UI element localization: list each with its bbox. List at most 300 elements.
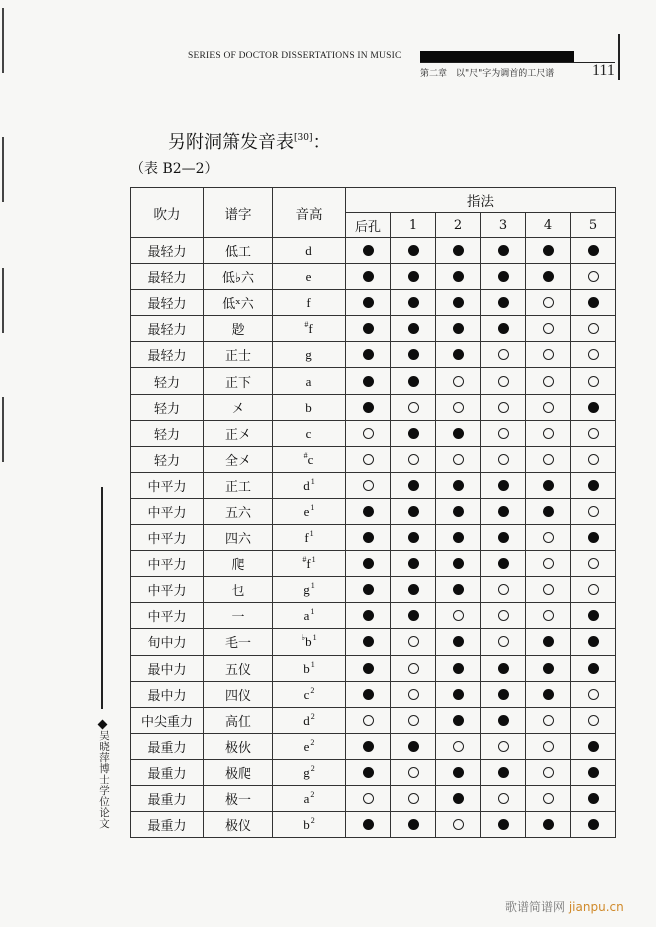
filled-circle-icon bbox=[408, 271, 419, 282]
cell-hole bbox=[346, 655, 391, 681]
cell-pitch bbox=[273, 420, 346, 446]
filled-circle-icon bbox=[588, 402, 599, 413]
cell-hole bbox=[481, 290, 526, 316]
filled-circle-icon bbox=[498, 663, 509, 674]
cell-hole bbox=[526, 394, 571, 420]
pitch-octave: 2 bbox=[310, 790, 315, 800]
cell-hole bbox=[391, 733, 436, 759]
filled-circle-icon bbox=[453, 689, 464, 700]
open-circle-icon bbox=[498, 428, 509, 439]
filled-circle-icon bbox=[588, 636, 599, 647]
cell-hole bbox=[346, 603, 391, 629]
cell-hole bbox=[391, 525, 436, 551]
filled-circle-icon bbox=[543, 689, 554, 700]
cell-hole bbox=[346, 785, 391, 811]
filled-circle-icon bbox=[408, 610, 419, 621]
pitch-octave: 2 bbox=[310, 816, 315, 826]
cell-hole bbox=[481, 446, 526, 472]
pitch-note: d bbox=[303, 712, 310, 728]
open-circle-icon bbox=[498, 584, 509, 595]
cell-hole bbox=[436, 655, 481, 681]
pitch-note: f bbox=[306, 556, 311, 572]
pitch-octave: 1 bbox=[310, 607, 315, 617]
cell-pitch bbox=[273, 603, 346, 629]
open-circle-icon bbox=[453, 741, 464, 752]
cell-hole bbox=[571, 603, 616, 629]
cell-hole bbox=[346, 812, 391, 838]
cell-hole bbox=[436, 629, 481, 655]
cell-hole bbox=[481, 368, 526, 394]
cell-hole bbox=[526, 316, 571, 342]
cell-hole bbox=[571, 394, 616, 420]
cell-hole bbox=[481, 238, 526, 264]
cell-notation: 正士 bbox=[204, 342, 273, 368]
open-circle-icon bbox=[363, 428, 374, 439]
cell-hole bbox=[481, 812, 526, 838]
cell-hole bbox=[526, 707, 571, 733]
open-circle-icon bbox=[408, 636, 419, 647]
open-circle-icon bbox=[543, 402, 554, 413]
open-circle-icon bbox=[543, 610, 554, 621]
open-circle-icon bbox=[543, 454, 554, 465]
cell-notation: 一 bbox=[204, 603, 273, 629]
cell-pitch bbox=[273, 472, 346, 498]
table-row bbox=[131, 812, 616, 838]
cell-hole bbox=[571, 342, 616, 368]
cell-hole bbox=[526, 681, 571, 707]
table-row bbox=[131, 420, 616, 446]
cell-notation: 四仪 bbox=[204, 681, 273, 707]
cell-notation: 五仪 bbox=[204, 655, 273, 681]
filled-circle-icon bbox=[498, 767, 509, 778]
open-circle-icon bbox=[363, 454, 374, 465]
cell-pitch bbox=[273, 290, 346, 316]
filled-circle-icon bbox=[543, 819, 554, 830]
cell-breath: 中平力 bbox=[131, 577, 204, 603]
scan-edge-line bbox=[2, 8, 4, 73]
table-row bbox=[131, 394, 616, 420]
filled-circle-icon bbox=[408, 297, 419, 308]
cell-hole bbox=[436, 498, 481, 524]
filled-circle-icon bbox=[363, 271, 374, 282]
cell-hole bbox=[436, 264, 481, 290]
cell-hole bbox=[571, 707, 616, 733]
cell-breath: 中平力 bbox=[131, 551, 204, 577]
cell-hole bbox=[526, 812, 571, 838]
filled-circle-icon bbox=[498, 323, 509, 334]
open-circle-icon bbox=[408, 663, 419, 674]
header-notation: 谱字 bbox=[204, 188, 273, 238]
filled-circle-icon bbox=[363, 610, 374, 621]
table-row bbox=[131, 498, 616, 524]
cell-hole bbox=[481, 759, 526, 785]
cell-hole bbox=[481, 629, 526, 655]
filled-circle-icon bbox=[408, 245, 419, 256]
filled-circle-icon bbox=[498, 480, 509, 491]
cell-hole bbox=[481, 498, 526, 524]
cell-hole bbox=[571, 551, 616, 577]
pitch-octave: 1 bbox=[309, 529, 314, 539]
filled-circle-icon bbox=[408, 349, 419, 360]
filled-circle-icon bbox=[543, 245, 554, 256]
cell-pitch bbox=[273, 629, 346, 655]
pitch-octave: 1 bbox=[310, 659, 315, 669]
table-row bbox=[131, 290, 616, 316]
filled-circle-icon bbox=[408, 532, 419, 543]
header-hole-4: 4 bbox=[526, 213, 571, 238]
fingering-table-body bbox=[131, 238, 616, 838]
open-circle-icon bbox=[453, 402, 464, 413]
cell-notation: 毛一 bbox=[204, 629, 273, 655]
cell-hole bbox=[571, 525, 616, 551]
cell-breath: 最轻力 bbox=[131, 290, 204, 316]
filled-circle-icon bbox=[363, 819, 374, 830]
pitch-octave: 1 bbox=[311, 555, 316, 565]
cell-hole bbox=[346, 394, 391, 420]
cell-hole bbox=[526, 655, 571, 681]
open-circle-icon bbox=[588, 715, 599, 726]
filled-circle-icon bbox=[498, 715, 509, 726]
cell-hole bbox=[391, 655, 436, 681]
open-circle-icon bbox=[408, 454, 419, 465]
title-suffix: ： bbox=[312, 132, 331, 153]
cell-hole bbox=[391, 498, 436, 524]
cell-hole bbox=[481, 577, 526, 603]
cell-pitch bbox=[273, 681, 346, 707]
cell-hole bbox=[391, 264, 436, 290]
filled-circle-icon bbox=[588, 741, 599, 752]
open-circle-icon bbox=[543, 741, 554, 752]
header-hole-2: 2 bbox=[436, 213, 481, 238]
filled-circle-icon bbox=[498, 506, 509, 517]
filled-circle-icon bbox=[453, 245, 464, 256]
watermark-site-name: 歌谱简谱网 bbox=[505, 900, 566, 914]
cell-notation: 五六 bbox=[204, 498, 273, 524]
table-row bbox=[131, 238, 616, 264]
table-row bbox=[131, 785, 616, 811]
cell-notation: 极仪 bbox=[204, 812, 273, 838]
cell-hole bbox=[436, 733, 481, 759]
pitch-note: g bbox=[303, 582, 310, 598]
cell-hole bbox=[526, 785, 571, 811]
cell-hole bbox=[346, 525, 391, 551]
cell-pitch bbox=[273, 707, 346, 733]
pitch-note: e bbox=[305, 269, 312, 285]
open-circle-icon bbox=[498, 741, 509, 752]
section-title bbox=[168, 128, 330, 154]
cell-hole bbox=[571, 420, 616, 446]
open-circle-icon bbox=[543, 558, 554, 569]
cell-hole bbox=[481, 551, 526, 577]
filled-circle-icon bbox=[363, 349, 374, 360]
filled-circle-icon bbox=[453, 715, 464, 726]
open-circle-icon bbox=[498, 610, 509, 621]
open-circle-icon bbox=[408, 793, 419, 804]
cell-hole bbox=[391, 316, 436, 342]
filled-circle-icon bbox=[453, 636, 464, 647]
cell-hole bbox=[436, 446, 481, 472]
pitch-octave: 1 bbox=[310, 581, 315, 591]
table-row bbox=[131, 368, 616, 394]
filled-circle-icon bbox=[453, 793, 464, 804]
cell-pitch bbox=[273, 577, 346, 603]
filled-circle-icon bbox=[453, 297, 464, 308]
cell-breath: 最重力 bbox=[131, 785, 204, 811]
cell-breath: 最中力 bbox=[131, 681, 204, 707]
cell-hole bbox=[346, 368, 391, 394]
cell-pitch bbox=[273, 551, 346, 577]
open-circle-icon bbox=[408, 767, 419, 778]
filled-circle-icon bbox=[363, 636, 374, 647]
cell-hole bbox=[481, 316, 526, 342]
cell-breath: 中平力 bbox=[131, 603, 204, 629]
open-circle-icon bbox=[588, 349, 599, 360]
filled-circle-icon bbox=[453, 428, 464, 439]
open-circle-icon bbox=[543, 715, 554, 726]
open-circle-icon bbox=[543, 532, 554, 543]
cell-pitch bbox=[273, 368, 346, 394]
cell-hole bbox=[571, 446, 616, 472]
filled-circle-icon bbox=[453, 480, 464, 491]
open-circle-icon bbox=[588, 689, 599, 700]
open-circle-icon bbox=[408, 689, 419, 700]
filled-circle-icon bbox=[363, 297, 374, 308]
pitch-note: e bbox=[303, 503, 310, 519]
pitch-note: f bbox=[308, 321, 313, 337]
cell-hole bbox=[571, 681, 616, 707]
pitch-octave: 2 bbox=[310, 711, 315, 721]
cell-breath: 中平力 bbox=[131, 498, 204, 524]
open-circle-icon bbox=[543, 323, 554, 334]
filled-circle-icon bbox=[408, 506, 419, 517]
filled-circle-icon bbox=[363, 532, 374, 543]
open-circle-icon bbox=[543, 767, 554, 778]
filled-circle-icon bbox=[498, 271, 509, 282]
cell-hole bbox=[346, 681, 391, 707]
cell-hole bbox=[571, 759, 616, 785]
filled-circle-icon bbox=[453, 663, 464, 674]
open-circle-icon bbox=[588, 506, 599, 517]
table-row bbox=[131, 603, 616, 629]
cell-pitch bbox=[273, 316, 346, 342]
filled-circle-icon bbox=[588, 819, 599, 830]
cell-hole bbox=[481, 785, 526, 811]
filled-circle-icon bbox=[543, 506, 554, 517]
cell-pitch bbox=[273, 655, 346, 681]
cell-hole bbox=[391, 812, 436, 838]
cell-hole bbox=[481, 420, 526, 446]
cell-notation: 㐅 bbox=[204, 394, 273, 420]
cell-hole bbox=[346, 707, 391, 733]
header-vertical-rule bbox=[618, 34, 620, 80]
cell-hole bbox=[571, 812, 616, 838]
table-row bbox=[131, 733, 616, 759]
cell-hole bbox=[391, 290, 436, 316]
cell-hole bbox=[481, 394, 526, 420]
cell-breath: 最轻力 bbox=[131, 264, 204, 290]
cell-hole bbox=[481, 733, 526, 759]
filled-circle-icon bbox=[408, 376, 419, 387]
cell-hole bbox=[346, 498, 391, 524]
cell-breath: 最轻力 bbox=[131, 238, 204, 264]
pitch-note: g bbox=[303, 764, 310, 780]
table-caption: （表 B2—2） bbox=[130, 161, 219, 177]
cell-breath: 轻力 bbox=[131, 420, 204, 446]
cell-breath: 中尖重力 bbox=[131, 707, 204, 733]
cell-hole bbox=[346, 551, 391, 577]
open-circle-icon bbox=[498, 376, 509, 387]
cell-hole bbox=[526, 733, 571, 759]
filled-circle-icon bbox=[363, 584, 374, 595]
cell-hole bbox=[436, 472, 481, 498]
cell-breath: 最重力 bbox=[131, 733, 204, 759]
cell-hole bbox=[526, 577, 571, 603]
filled-circle-icon bbox=[543, 271, 554, 282]
cell-hole bbox=[346, 290, 391, 316]
watermark bbox=[505, 898, 624, 915]
pitch-note: e bbox=[303, 738, 310, 754]
filled-circle-icon bbox=[543, 636, 554, 647]
cell-hole bbox=[571, 655, 616, 681]
open-circle-icon bbox=[363, 480, 374, 491]
filled-circle-icon bbox=[588, 297, 599, 308]
cell-hole bbox=[436, 785, 481, 811]
cell-hole bbox=[526, 264, 571, 290]
cell-hole bbox=[436, 812, 481, 838]
cell-hole bbox=[346, 629, 391, 655]
cell-notation: 正工 bbox=[204, 472, 273, 498]
filled-circle-icon bbox=[543, 480, 554, 491]
open-circle-icon bbox=[588, 454, 599, 465]
filled-circle-icon bbox=[453, 323, 464, 334]
cell-hole bbox=[391, 472, 436, 498]
open-circle-icon bbox=[543, 376, 554, 387]
cell-hole bbox=[481, 264, 526, 290]
cell-breath: 中平力 bbox=[131, 472, 204, 498]
header-hole-3: 3 bbox=[481, 213, 526, 238]
cell-hole bbox=[391, 551, 436, 577]
filled-circle-icon bbox=[453, 271, 464, 282]
cell-hole bbox=[436, 681, 481, 707]
filled-circle-icon bbox=[363, 558, 374, 569]
table-row bbox=[131, 446, 616, 472]
filled-circle-icon bbox=[408, 558, 419, 569]
scan-edge-line bbox=[2, 397, 4, 462]
cell-notation: 爬 bbox=[204, 551, 273, 577]
cell-breath: 最重力 bbox=[131, 759, 204, 785]
header-hole-5: 5 bbox=[571, 213, 616, 238]
fingering-table bbox=[130, 187, 616, 838]
open-circle-icon bbox=[588, 558, 599, 569]
cell-notation: 极一 bbox=[204, 785, 273, 811]
open-circle-icon bbox=[588, 584, 599, 595]
open-circle-icon bbox=[453, 454, 464, 465]
pitch-octave: 2 bbox=[310, 737, 315, 747]
cell-hole bbox=[571, 264, 616, 290]
filled-circle-icon bbox=[498, 558, 509, 569]
table-row bbox=[131, 629, 616, 655]
cell-hole bbox=[571, 733, 616, 759]
filled-circle-icon bbox=[363, 245, 374, 256]
cell-notation: 低工 bbox=[204, 238, 273, 264]
table-row bbox=[131, 577, 616, 603]
open-circle-icon bbox=[408, 402, 419, 413]
pitch-octave: 1 bbox=[310, 502, 315, 512]
pitch-note: d bbox=[303, 477, 310, 493]
header-rule bbox=[420, 62, 615, 63]
cell-hole bbox=[526, 420, 571, 446]
cell-hole bbox=[391, 577, 436, 603]
cell-hole bbox=[391, 394, 436, 420]
cell-hole bbox=[481, 603, 526, 629]
cell-hole bbox=[481, 681, 526, 707]
cell-hole bbox=[346, 446, 391, 472]
cell-pitch bbox=[273, 812, 346, 838]
filled-circle-icon bbox=[498, 532, 509, 543]
filled-circle-icon bbox=[453, 767, 464, 778]
cell-notation: 极爬 bbox=[204, 759, 273, 785]
filled-circle-icon bbox=[453, 349, 464, 360]
cell-hole bbox=[436, 342, 481, 368]
running-header-series: SERIES OF DOCTOR DISSERTATIONS IN MUSIC bbox=[188, 51, 402, 61]
cell-pitch bbox=[273, 785, 346, 811]
cell-notation: 低♭六 bbox=[204, 264, 273, 290]
cell-hole bbox=[526, 368, 571, 394]
pitch-octave: 1 bbox=[312, 633, 317, 643]
cell-hole bbox=[571, 290, 616, 316]
table-row bbox=[131, 655, 616, 681]
cell-notation: 正下 bbox=[204, 368, 273, 394]
pitch-accidental: # bbox=[303, 450, 308, 460]
cell-hole bbox=[526, 472, 571, 498]
pitch-note: a bbox=[303, 791, 310, 807]
open-circle-icon bbox=[363, 793, 374, 804]
pitch-note: c bbox=[305, 425, 312, 441]
cell-breath: 中平力 bbox=[131, 525, 204, 551]
cell-hole bbox=[346, 316, 391, 342]
cell-hole bbox=[436, 420, 481, 446]
cell-hole bbox=[526, 759, 571, 785]
header-hole-1: 1 bbox=[391, 213, 436, 238]
pitch-note: f bbox=[304, 530, 309, 546]
cell-hole bbox=[571, 577, 616, 603]
cell-breath: 轻力 bbox=[131, 394, 204, 420]
cell-notation: 乜 bbox=[204, 577, 273, 603]
cell-hole bbox=[391, 681, 436, 707]
cell-hole bbox=[346, 733, 391, 759]
page-number: 111 bbox=[592, 62, 615, 79]
filled-circle-icon bbox=[363, 741, 374, 752]
cell-hole bbox=[571, 629, 616, 655]
cell-hole bbox=[346, 577, 391, 603]
cell-hole bbox=[436, 707, 481, 733]
cell-pitch bbox=[273, 733, 346, 759]
cell-breath: 最重力 bbox=[131, 812, 204, 838]
cell-hole bbox=[571, 785, 616, 811]
cell-hole bbox=[436, 238, 481, 264]
cell-hole bbox=[436, 316, 481, 342]
filled-circle-icon bbox=[408, 819, 419, 830]
open-circle-icon bbox=[588, 376, 599, 387]
cell-hole bbox=[526, 290, 571, 316]
pitch-note: b bbox=[305, 399, 312, 415]
diamond-bullet-icon bbox=[98, 720, 108, 730]
cell-notation: 高仜 bbox=[204, 707, 273, 733]
cell-hole bbox=[391, 238, 436, 264]
filled-circle-icon bbox=[588, 793, 599, 804]
cell-notation: 全㐅 bbox=[204, 446, 273, 472]
cell-pitch bbox=[273, 446, 346, 472]
